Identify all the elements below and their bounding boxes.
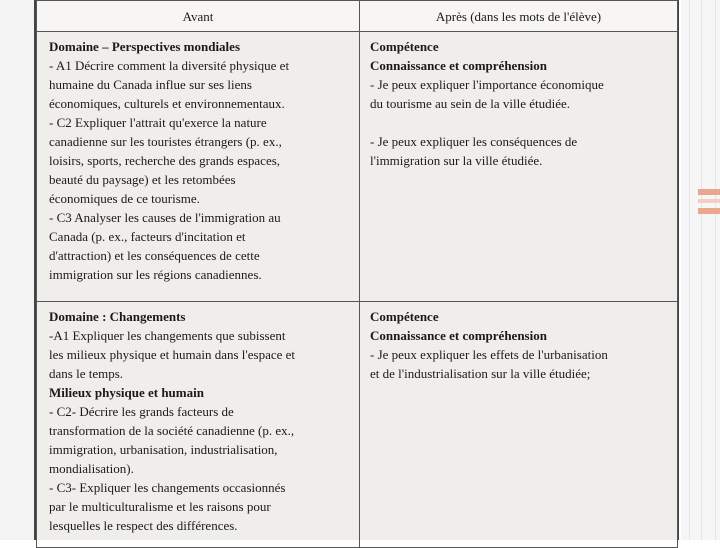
content-card [34,0,679,540]
text-line: économiques, culturels et environnementaux. [49,96,285,111]
text-line: et de l'industrialisation sur la ville étudiée; [370,366,591,381]
table-header-row [37,1,678,32]
text-line: - C3- Expliquer les changements occasionnés [49,480,286,495]
text-line: - Je peux expliquer l'importance économique [370,77,604,92]
text-line: du tourisme au sein de la ville étudiée. [370,96,570,111]
text-line: beauté du paysage) et les retombées [49,172,236,187]
competence-heading: Compétence [370,39,439,54]
text-line: canadienne sur les touristes étrangers (p. ex., [49,134,282,149]
text-line: dans le temps. [49,366,124,381]
cell-avant [37,302,360,548]
text-line: les milieux physique et humain dans l'espace et [49,347,296,362]
competence-heading: Compétence [370,309,439,324]
text-line: mondialisation). [49,461,134,476]
competence-subheading: Connaissance et compréhension [370,58,547,73]
subdomain-title: Milieux physique et humain [49,385,204,400]
text-line: - C2- Décrire les grands facteurs de [49,404,234,419]
text-line: humaine du Canada influe sur ses liens [49,77,252,92]
right-margin [681,0,720,540]
text-line: lesquelles le respect des différences. [49,518,238,533]
table-row [37,302,678,548]
competence-subheading: Connaissance et compréhension [370,328,547,343]
left-margin [0,0,34,540]
text-line: d'attraction) et les conséquences de cette [49,248,260,263]
text-line: Canada (p. ex., facteurs d'incitation et [49,229,246,244]
text-line: transformation de la société canadienne (p. ex., [49,423,295,438]
column-header-apres: Après (dans les mots de l'élève) [360,1,678,32]
comparison-table [36,0,678,548]
text-line: -A1 Expliquer les changements que subissent [49,328,286,343]
text-line: économiques de ce tourisme. [49,191,200,206]
text-line: immigration sur les régions canadiennes. [49,267,262,282]
text-line: - C3 Analyser les causes de l'immigration au [49,210,281,225]
domain-title: Domaine : Changements [49,309,186,324]
text-line: l'immigration sur la ville étudiée. [370,153,543,168]
text-line: - C2 Expliquer l'attrait qu'exerce la nature [49,115,267,130]
text-line: par le multiculturalisme et les raisons pour [49,499,271,514]
cell-avant [37,32,360,302]
column-header-avant: Avant [37,1,360,32]
decorative-stripe [698,199,720,203]
spacer [370,113,669,132]
cell-apres [360,32,678,302]
decorative-stripe [698,189,720,195]
text-line: loisirs, sports, recherche des grands espaces, [49,153,281,168]
table-row [37,32,678,302]
text-line: - A1 Décrire comment la diversité physique et [49,58,290,73]
text-line: immigration, urbanisation, industrialisation, [49,442,278,457]
text-line: - Je peux expliquer les effets de l'urbanisation [370,347,608,362]
domain-title: Domaine – Perspectives mondiales [49,39,241,54]
decorative-stripe [698,208,720,214]
text-line: - Je peux expliquer les conséquences de [370,134,578,149]
cell-apres [360,302,678,548]
